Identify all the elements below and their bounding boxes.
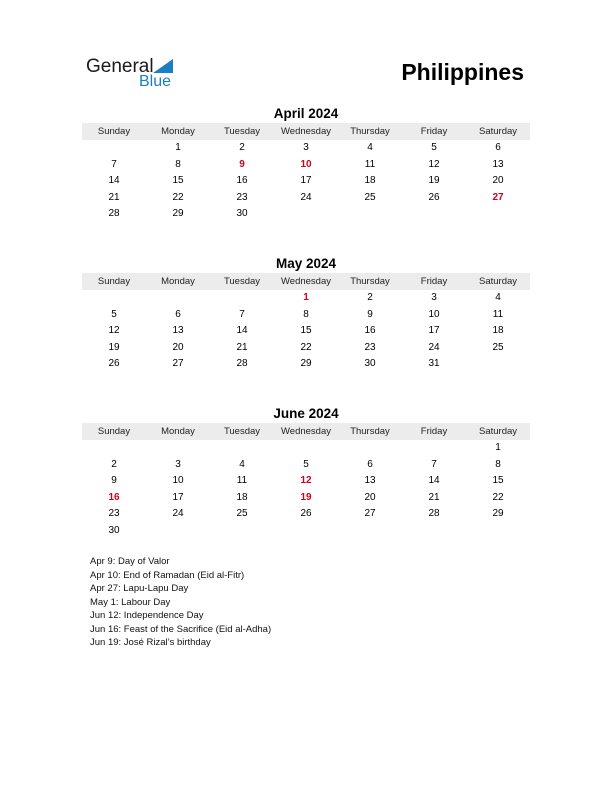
holiday-list-item: Jun 19: José Rizal’s birthday	[90, 637, 211, 648]
date-cell: 11	[492, 308, 504, 320]
date-cell: 17	[428, 325, 440, 336]
date-cell	[146, 523, 210, 540]
weekday-label: Monday	[161, 426, 195, 437]
weekday-label: Wednesday	[281, 276, 331, 287]
date-cell	[402, 523, 466, 540]
weekday-label: Thursday	[350, 426, 390, 437]
date-cell	[146, 440, 210, 457]
holiday-date-cell: 27	[492, 191, 504, 203]
holiday-list-item: Apr 9: Day of Valor	[90, 556, 170, 567]
generalblue-logo	[86, 56, 196, 96]
date-cell: 14	[236, 325, 248, 336]
date-cell: 22	[300, 341, 312, 353]
date-cell: 22	[172, 191, 184, 203]
week-row	[82, 457, 530, 474]
date-cell: 15	[492, 475, 504, 486]
date-cell: 6	[175, 308, 181, 320]
weekday-label: Tuesday	[223, 426, 261, 437]
week-row	[82, 140, 530, 157]
date-cell	[146, 290, 210, 307]
holiday-list-item: Jun 16: Feast of the Sacrifice (Eid al-Adha)	[90, 623, 272, 635]
month-calendar	[82, 256, 530, 373]
date-cell: 7	[431, 458, 437, 470]
date-cell: 18	[492, 325, 504, 336]
weekday-label: Sunday	[97, 276, 131, 287]
weekday-label: Monday	[161, 126, 195, 137]
logo-general-text: General	[86, 56, 154, 77]
weekday-label: Monday	[161, 276, 195, 287]
month-title: April 2024	[273, 106, 339, 121]
date-cell: 9	[367, 308, 373, 320]
date-cell: 3	[431, 292, 437, 303]
date-cell: 4	[495, 292, 501, 303]
date-cell: 5	[111, 308, 117, 320]
date-cell: 26	[300, 508, 312, 519]
date-cell: 7	[239, 308, 245, 320]
date-cell: 23	[236, 191, 248, 203]
date-cell: 20	[492, 175, 504, 186]
holiday-list-item: May 1: Labour Day	[90, 596, 171, 608]
date-cell	[338, 206, 402, 223]
date-cell	[274, 523, 338, 540]
holiday-date-cell: 1	[303, 292, 309, 303]
holiday-date-cell: 9	[239, 158, 245, 170]
weekday-label: Tuesday	[223, 126, 261, 137]
week-row	[82, 190, 530, 207]
date-cell: 8	[303, 308, 309, 320]
holiday-list-item: Jun 12: Independence Day	[90, 610, 204, 621]
country-title: Philippines	[401, 59, 524, 85]
date-cell: 1	[175, 142, 181, 153]
date-cell: 6	[495, 142, 501, 153]
date-cell: 13	[172, 325, 184, 336]
date-cell: 23	[364, 341, 376, 353]
weekday-label: Friday	[420, 276, 448, 287]
date-cell: 23	[108, 508, 120, 519]
date-cell: 27	[172, 358, 184, 369]
date-cell: 16	[236, 175, 248, 186]
weekday-label: Sunday	[97, 426, 131, 437]
weekday-header	[82, 123, 530, 140]
date-cell	[82, 290, 146, 307]
date-cell: 30	[236, 208, 248, 219]
weekday-label: Wednesday	[281, 426, 331, 437]
holiday-list-item: Apr 27: Lapu-Lapu Day	[90, 583, 189, 594]
weekday-label: Friday	[420, 126, 448, 137]
holiday-date-cell: 19	[300, 491, 312, 503]
date-cell: 31	[428, 358, 440, 369]
weekday-label: Saturday	[478, 126, 518, 137]
date-cell: 4	[367, 142, 373, 153]
date-cell	[210, 440, 274, 457]
date-cell: 2	[367, 292, 373, 303]
date-cell	[274, 440, 338, 457]
week-row	[82, 490, 530, 507]
date-cell: 17	[300, 175, 312, 186]
date-cell	[338, 440, 402, 457]
date-cell: 15	[300, 325, 312, 336]
week-row	[82, 356, 530, 373]
logo-blue-text: Blue	[139, 73, 172, 90]
week-row	[82, 473, 530, 490]
date-cell: 16	[364, 325, 376, 336]
week-row	[82, 323, 530, 340]
week-row	[82, 206, 530, 223]
date-cell	[466, 356, 530, 373]
date-cell: 24	[428, 341, 440, 353]
weekday-label: Saturday	[478, 426, 518, 437]
date-cell: 9	[111, 475, 117, 486]
date-cell: 2	[111, 458, 117, 470]
date-cell: 30	[108, 524, 120, 536]
date-cell	[210, 523, 274, 540]
weekday-header	[82, 423, 530, 440]
date-cell	[82, 440, 146, 457]
date-cell: 17	[172, 491, 184, 503]
date-cell: 14	[428, 475, 440, 486]
date-cell: 4	[239, 458, 245, 470]
month-calendar	[82, 106, 530, 223]
date-cell	[274, 206, 338, 223]
weekday-label: Friday	[420, 426, 448, 437]
date-cell: 13	[364, 475, 376, 486]
date-cell	[402, 206, 466, 223]
date-cell: 29	[172, 208, 184, 219]
month-title: May 2024	[275, 256, 337, 271]
date-cell: 5	[303, 458, 309, 470]
date-cell	[402, 440, 466, 457]
date-cell: 22	[492, 491, 504, 503]
date-cell: 2	[239, 142, 245, 153]
date-cell	[466, 523, 530, 540]
date-cell: 8	[495, 458, 501, 470]
month-calendar	[82, 406, 530, 539]
date-cell: 8	[175, 158, 181, 170]
date-cell: 11	[364, 158, 376, 170]
date-cell: 3	[303, 142, 309, 153]
weekday-label: Sunday	[97, 126, 131, 137]
date-cell: 5	[431, 142, 437, 153]
holiday-date-cell: 10	[300, 158, 312, 170]
date-cell: 15	[172, 175, 184, 186]
holiday-date-cell: 16	[108, 491, 120, 503]
date-cell: 24	[300, 191, 312, 203]
weekday-label: Thursday	[350, 126, 390, 137]
weekday-label: Tuesday	[223, 276, 261, 287]
weekday-header	[82, 273, 530, 290]
date-cell: 30	[364, 358, 376, 369]
weekday-label: Thursday	[350, 276, 390, 287]
date-cell: 25	[364, 191, 376, 203]
date-cell: 29	[300, 358, 312, 369]
date-cell: 25	[492, 341, 504, 353]
week-row	[82, 290, 530, 307]
date-cell: 21	[108, 191, 120, 203]
date-cell: 13	[492, 158, 504, 170]
date-cell: 18	[236, 491, 248, 503]
date-cell: 21	[428, 491, 440, 503]
week-row	[82, 307, 530, 324]
week-row	[82, 157, 530, 174]
weekday-label: Saturday	[478, 276, 518, 287]
date-cell: 26	[428, 191, 440, 203]
date-cell: 28	[236, 358, 248, 369]
date-cell: 19	[108, 341, 120, 353]
date-cell: 27	[364, 508, 376, 519]
date-cell: 11	[236, 475, 248, 486]
month-title: June 2024	[273, 406, 339, 421]
date-cell: 20	[172, 341, 184, 353]
date-cell: 18	[364, 175, 376, 186]
date-cell: 29	[492, 508, 504, 519]
week-row	[82, 523, 530, 540]
date-cell: 21	[236, 341, 248, 353]
date-cell	[210, 290, 274, 307]
week-row	[82, 506, 530, 523]
date-cell: 14	[108, 175, 120, 186]
date-cell: 1	[495, 442, 501, 453]
date-cell: 7	[111, 158, 117, 170]
week-row	[82, 173, 530, 190]
date-cell: 26	[108, 358, 120, 369]
date-cell: 10	[428, 308, 440, 320]
holiday-date-cell: 12	[300, 475, 312, 486]
date-cell	[338, 523, 402, 540]
date-cell	[82, 140, 146, 157]
logo-triangle-icon	[153, 59, 173, 73]
weekday-label: Wednesday	[281, 126, 331, 137]
holiday-list	[90, 555, 271, 650]
date-cell	[466, 206, 530, 223]
date-cell: 24	[172, 508, 184, 519]
date-cell: 25	[236, 508, 248, 519]
week-row	[82, 440, 530, 457]
date-cell: 19	[428, 175, 440, 186]
holiday-list-item: Apr 10: End of Ramadan (Eid al-Fitr)	[90, 569, 245, 581]
week-row	[82, 340, 530, 357]
date-cell: 12	[428, 158, 440, 170]
date-cell: 20	[364, 491, 376, 503]
date-cell: 28	[108, 208, 120, 219]
date-cell: 6	[367, 458, 373, 470]
date-cell: 10	[172, 475, 184, 486]
date-cell: 3	[175, 458, 181, 470]
date-cell: 12	[108, 325, 120, 336]
date-cell: 28	[428, 508, 440, 519]
